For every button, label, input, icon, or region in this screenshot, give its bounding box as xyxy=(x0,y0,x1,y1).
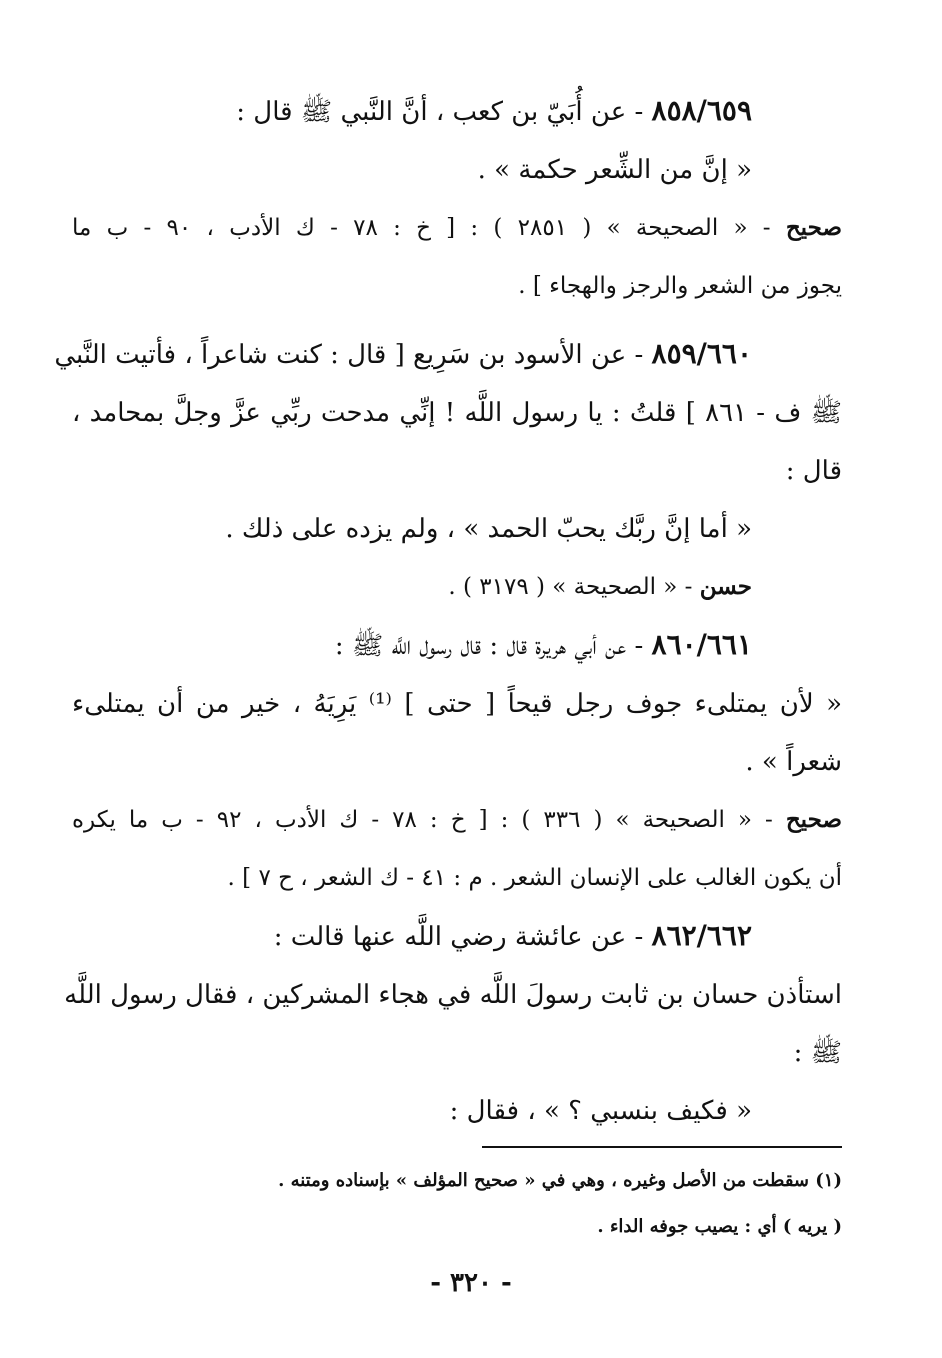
hadith-grade: صحيح xyxy=(785,214,842,241)
hadith-661-reference-cont: أن يكون الغالب على الإنسان الشعر . م : ٤١ - ك الشعر ، ح ٧ ] . xyxy=(227,865,842,891)
hadith-text: - عن أُبَيّ بن كعب ، أنَّ النَّبي ﷺ قال : xyxy=(236,97,652,127)
footnote-2: ( يريه ) أي : يصيب جوفه الداء . xyxy=(597,1216,842,1237)
footnote-1: (١) سقطت من الأصل وغيره ، وهي في « صحيح المؤلف » بإسناده ومتنه . xyxy=(278,1170,842,1191)
hadith-660-text-3: قال : xyxy=(785,456,842,486)
hadith-659-intro xyxy=(72,82,842,141)
hadith-661-quote-2: شعراً » . xyxy=(745,747,842,777)
hadith-number: ٨٥٨/٦٥٩ xyxy=(651,94,752,127)
hadith-660-quote: « أما إنَّ ربَّك يحبّ الحمد » ، ولم يزده على ذلك . xyxy=(225,514,752,544)
reference-text: - « الصحيحة » ( ٣١٧٩ ) . xyxy=(448,574,700,600)
hadith-661-intro xyxy=(72,616,842,675)
hadith-660-text-2: ﷺ ف - ٨٦١ ] قلتُ : يا رسول اللَّه ! إنِّي مدحت ربِّي عزَّ وجلَّ بمحامد ، xyxy=(72,398,842,428)
hadith-660 xyxy=(54,325,842,616)
hadith-text: - عن الأسود بن سَرِيع [ قال : كنت شاعراً ، فأتيت النَّبي xyxy=(54,340,652,370)
hadith-662-intro xyxy=(72,907,842,966)
hadith-659-quote: « إنَّ من الشِّعر حكمة » . xyxy=(477,155,752,185)
hadith-660-reference xyxy=(72,558,842,616)
page-number: - ٣٢٠ - xyxy=(430,1268,512,1298)
hadith-660-intro xyxy=(54,325,842,384)
hadith-grade: صحيح xyxy=(785,806,842,833)
hadith-number: ٨٦٠/٦٦١ xyxy=(651,628,752,661)
hadith-text: - عن عائشة رضي اللَّه عنها قالت : xyxy=(273,922,652,952)
hadith-659-reference-cont: يجوز من الشعر والرجز والهجاء ] . xyxy=(518,273,842,299)
hadith-662-text-3: ﷺ : xyxy=(793,1038,842,1068)
hadith-number: ٨٥٩/٦٦٠ xyxy=(651,337,752,370)
hadith-659-reference xyxy=(72,199,842,257)
hadith-grade: حسن xyxy=(699,573,752,600)
hadith-662 xyxy=(64,907,842,1140)
hadith-661-quote-1: « لأن يمتلىء جوف رجل قيحاً [ حتى ] ⁽¹⁾ يَرِيَهُ ، خير من أن يمتلىء xyxy=(72,689,842,719)
hadith-662-text-2: استأذن حسان بن ثابت رسولَ اللَّه في هجاء المشركين ، فقال رسول اللَّه xyxy=(64,980,842,1010)
reference-text: - « الصحيحة » ( ٢٨٥١ ) : [ خ : ٧٨ - ك الأدب ، ٩٠ - ب ما xyxy=(72,215,786,241)
book-page xyxy=(54,82,842,1250)
hadith-number: ٨٦٢/٦٦٢ xyxy=(651,919,752,952)
hadith-662-quote: « فكيف بنسبي ؟ » ، فقال : xyxy=(449,1096,752,1126)
hadith-659 xyxy=(72,82,842,315)
hadith-661-reference xyxy=(72,791,842,849)
hadith-661 xyxy=(72,616,842,907)
hadith-text: - عن أبي هريرة قال : قال رسول اللَّه ﷺ : xyxy=(334,631,652,661)
reference-text: - « الصحيحة » ( ٣٣٦ ) : [ خ : ٧٨ - ك الأدب ، ٩٢ - ب ما يكره xyxy=(72,807,786,833)
footnote-divider xyxy=(482,1146,842,1148)
